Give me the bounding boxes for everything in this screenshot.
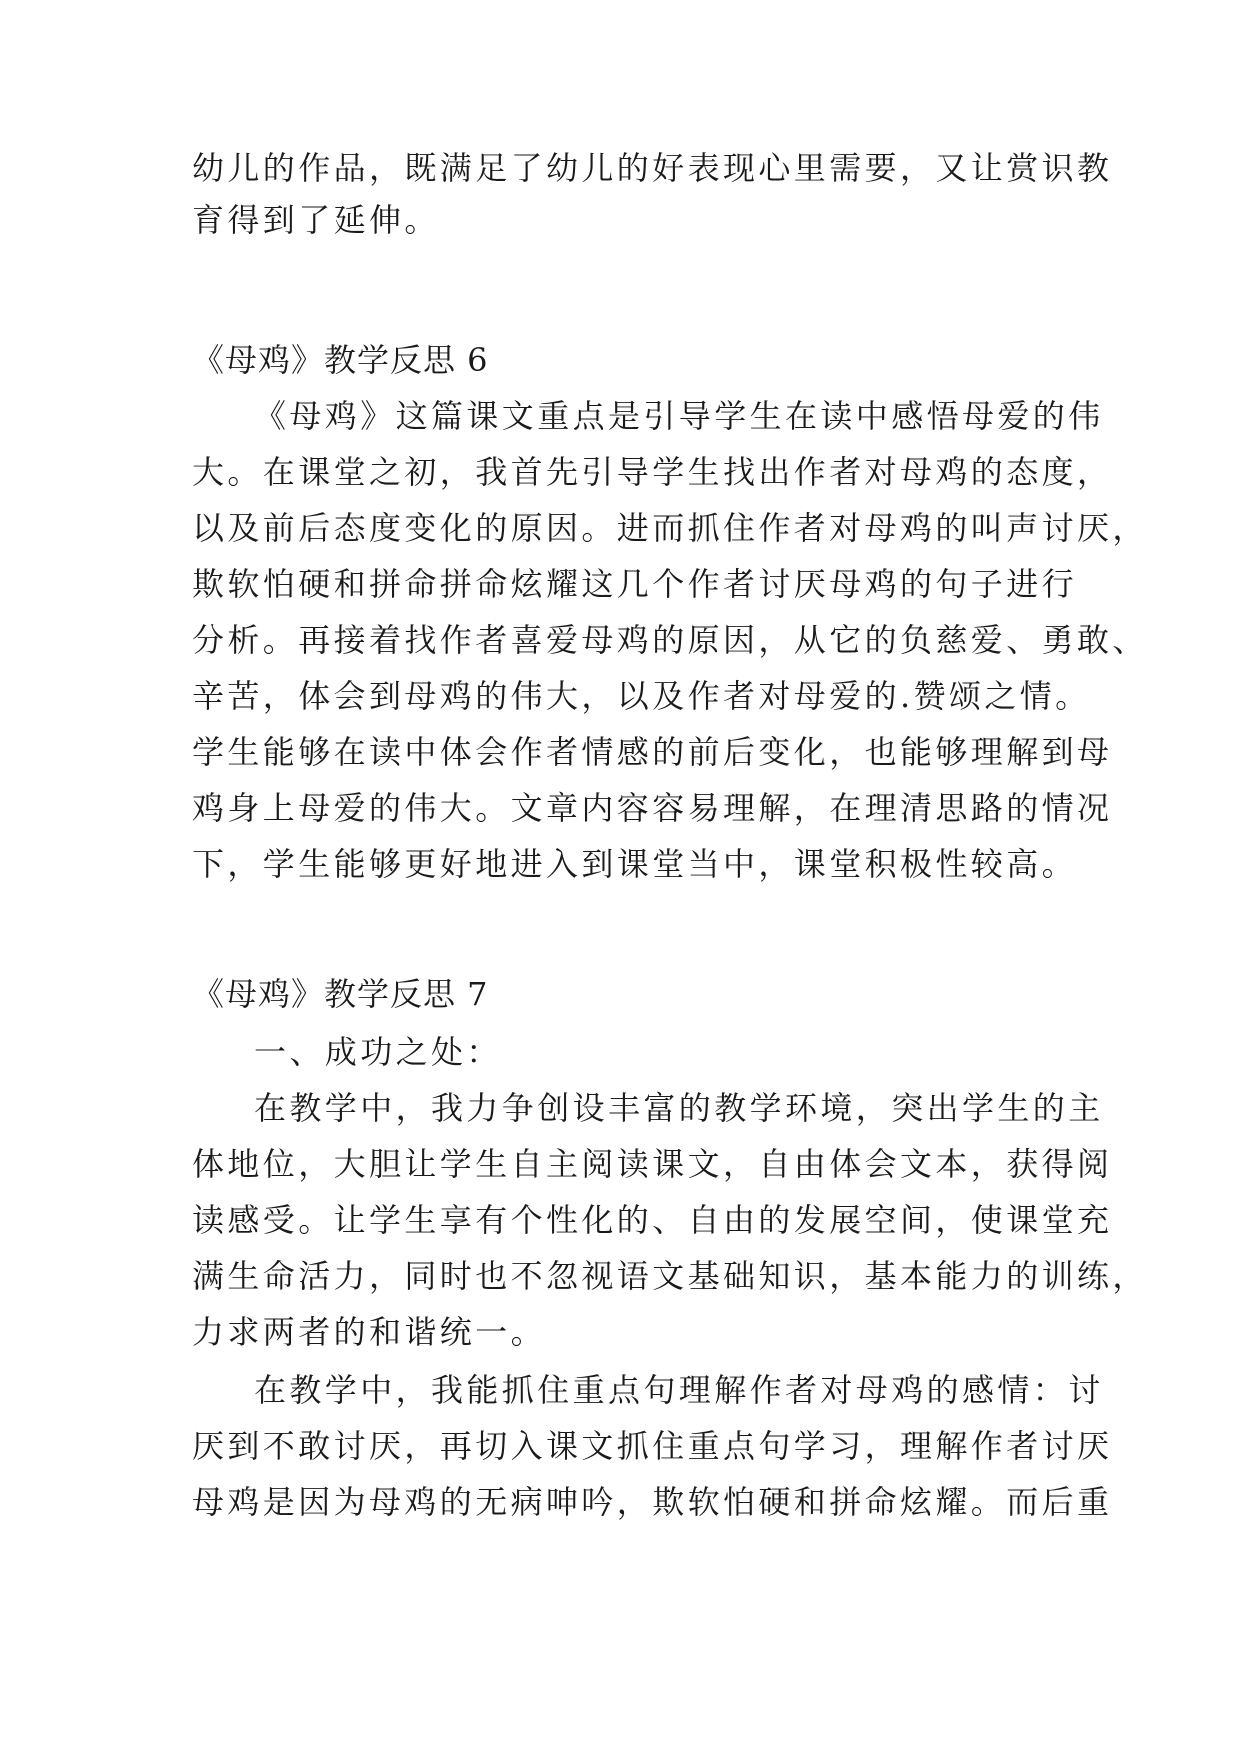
text-line: 辛苦，体会到母鸡的伟大，以及作者对母爱的.赞颂之情。 bbox=[192, 677, 1091, 715]
text-line: 母鸡是因为母鸡的无病呻吟，欺软怕硬和拼命炫耀。而后重 bbox=[192, 1483, 1113, 1521]
text-line: 鸡身上母爱的伟大。文章内容容易理解，在理清思路的情况 bbox=[192, 789, 1113, 827]
section-heading: 《母鸡》教学反思 7 bbox=[192, 975, 489, 1013]
text-line: 力求两者的和谐统一。 bbox=[192, 1313, 547, 1351]
section-heading: 《母鸡》教学反思 6 bbox=[192, 341, 489, 379]
text-line: 厌到不敢讨厌，再切入课文抓住重点句学习，理解作者讨厌 bbox=[192, 1427, 1113, 1465]
paragraph-first-line: 在教学中，我能抓住重点句理解作者对母鸡的感情：讨 bbox=[254, 1371, 1104, 1409]
text-line: 幼儿的作品，既满足了幼儿的好表现心里需要，又让赏识教 bbox=[192, 149, 1113, 187]
paragraph-first-line: 在教学中，我力争创设丰富的教学环境，突出学生的主 bbox=[254, 1089, 1104, 1127]
subheading: 一、成功之处： bbox=[254, 1033, 502, 1071]
paragraph-first-line: 《母鸡》这篇课文重点是引导学生在读中感悟母爱的伟 bbox=[254, 397, 1104, 435]
text-line: 读感受。让学生享有个性化的、自由的发展空间，使课堂充 bbox=[192, 1201, 1113, 1239]
text-line: 大。在课堂之初，我首先引导学生找出作者对母鸡的态度， bbox=[192, 453, 1113, 491]
text-line: 以及前后态度变化的原因。进而抓住作者对母鸡的叫声讨厌， bbox=[192, 509, 1148, 547]
text-line: 育得到了延伸。 bbox=[192, 201, 440, 239]
text-line: 下，学生能够更好地进入到课堂当中，课堂积极性较高。 bbox=[192, 845, 1078, 883]
text-line: 满生命活力，同时也不忽视语文基础知识，基本能力的训练， bbox=[192, 1257, 1148, 1295]
text-line: 学生能够在读中体会作者情感的前后变化，也能够理解到母 bbox=[192, 733, 1113, 771]
text-line: 分析。再接着找作者喜爱母鸡的原因，从它的负慈爱、勇敢、 bbox=[192, 621, 1148, 659]
text-line: 体地位，大胆让学生自主阅读课文，自由体会文本，获得阅 bbox=[192, 1145, 1113, 1183]
text-line: 欺软怕硬和拼命拼命炫耀这几个作者讨厌母鸡的句子进行 bbox=[192, 565, 1078, 603]
